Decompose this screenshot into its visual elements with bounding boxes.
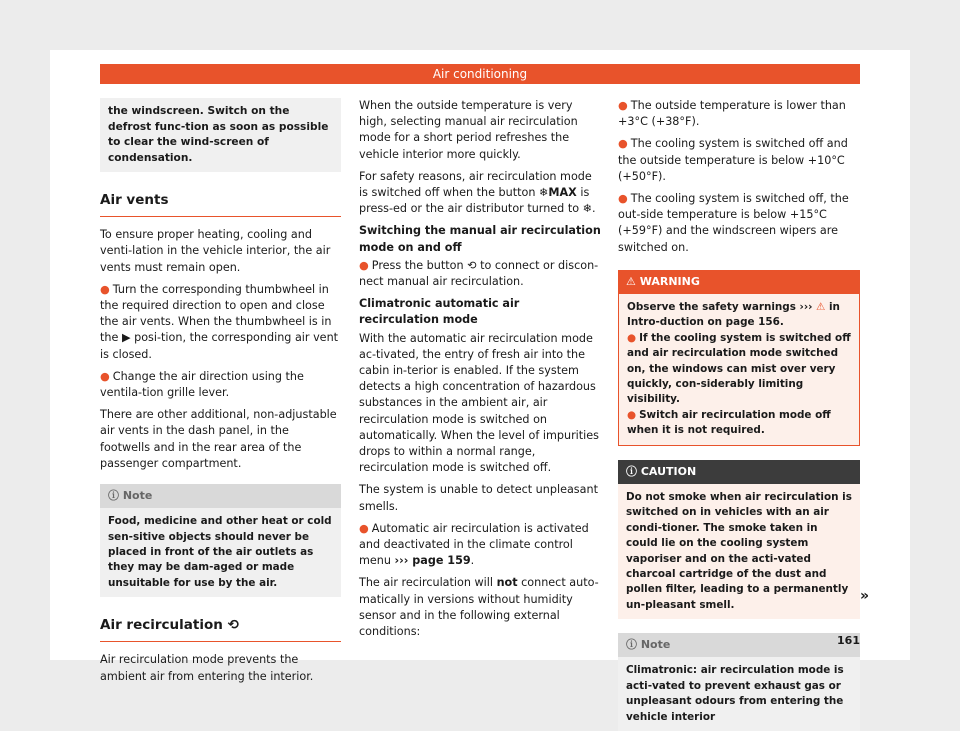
caution-header: ⓘ CAUTION (618, 460, 860, 484)
note-text: Food, medicine and other heat or cold sen-sitive objects should never be placed in front of the air outlets as they may be dam-aged or made unsuitable for use by the air. (100, 508, 341, 597)
section-title-air-recirculation: Air recirculation ⟲ (100, 617, 341, 642)
defrost-icon: ❄ (539, 186, 549, 200)
intro-box: the windscreen. Switch on the defrost func-tion as soon as possible to clear the wind-screen of condensation. (100, 98, 341, 172)
column-3 (618, 98, 860, 731)
column-2 (359, 98, 602, 646)
paragraph: For safety reasons, air recirculation mode is switched off when the button ❄MAX is press-ed or the air distributor turned to ❄. (359, 169, 596, 216)
warning-body (618, 294, 860, 446)
bullet-item: ● The outside temperature is lower than +3°C (+38°F). (618, 99, 846, 129)
windscreen-icon: ❄ (582, 202, 592, 216)
warning-bullet: ● Switch air recirculation mode off when it is not required. (627, 408, 831, 437)
bullet-icon: ● (618, 192, 628, 206)
bullet-item: ● Automatic air recirculation is activated and deactivated in the climate control menu ››› page 159. (359, 521, 589, 568)
paragraph: There are other additional, non-adjustable air vents in the dash panel, in the footwells and in the rear area of the passenger compartment. (100, 408, 337, 470)
note-box (100, 484, 341, 597)
caution-icon: ⓘ (626, 464, 637, 478)
warning-triangle-icon: ⚠ (816, 301, 826, 314)
recirculation-icon: ⟲ (467, 258, 477, 272)
bullet-icon: ● (359, 258, 369, 272)
warning-box (618, 270, 860, 446)
subheading: Climatronic automatic air recirculation mode (359, 297, 520, 327)
paragraph: The air recirculation will not connect auto-matically in versions without humidity sensor and in the following external conditions: (359, 576, 599, 639)
warning-triangle-icon: ⚠ (626, 274, 636, 288)
bullet-icon: ● (627, 408, 637, 421)
warning-text: Observe the safety warnings ››› ⚠ in Intro-duction on page 156. (627, 301, 840, 329)
page-number: 161 (837, 634, 860, 647)
paragraph: To ensure proper heating, cooling and venti-lation in the vehicle interior, the air vents must remain open. (100, 228, 331, 274)
note-header: ⓘ Note (618, 633, 860, 657)
section-title-air-vents: Air vents (100, 192, 341, 217)
bullet-icon: ● (100, 369, 110, 383)
bullet-item: ● Turn the corresponding thumbwheel in the required direction to open and close the air vents. When the thumbwheel is in the ▶ posi-tion, the corresponding air vent is closed. (100, 282, 339, 361)
paragraph: When the outside temperature is very high, selecting manual air recirculation mode for a short period refreshes the vehicle interior more quickly. (359, 99, 578, 161)
paragraph: The system is unable to detect unpleasant smells. (359, 483, 598, 513)
page-reference-link[interactable]: ››› page 159 (394, 554, 471, 568)
info-icon: ⓘ (108, 489, 119, 503)
bullet-icon: ● (618, 137, 628, 151)
warning-bullet: ● If the cooling system is switched off and air recirculation mode switched on, the windows can mist over very quickly, con-siderably limiting visibility. (627, 331, 851, 406)
warning-header: ⚠ WARNING (618, 270, 860, 294)
caution-box (618, 460, 860, 619)
note-header: ⓘ Note (100, 484, 341, 508)
note-text: Climatronic: air recirculation mode is acti-vated to prevent exhaust gas or unpleasant odours from entering the vehicle interior (618, 657, 860, 731)
continue-mark: » (860, 588, 870, 604)
column-1 (100, 98, 341, 691)
caution-text: Do not smoke when air recirculation is switched on in vehicles with an air condi-tioner. The smoke taken in could lie on the cooling system vaporiser and on the acti-vated charcoal cartridge of the dust and pollen filter, leading to a permanently un-pleasant smell. (618, 484, 860, 619)
bullet-icon: ● (618, 99, 628, 112)
note-box (618, 633, 860, 731)
bullet-icon: ● (627, 331, 637, 344)
paragraph: With the automatic air recirculation mode ac-tivated, the entry of fresh air into the cabin in-terior is enabled. If the system detects a high concentration of hazardous substances in the ambient air, air recirculation mode is switched on automatically. When the level of impurities drops to within a normal range, recirculation mode is switched off. (359, 331, 599, 475)
bullet-item: ● Change the air direction using the ventila-tion grille lever. (100, 369, 304, 400)
thumbwheel-closed-icon: ▶ (121, 331, 131, 345)
bullet-item: ● The cooling system is switched off, the out-side temperature is below +15°C (+59°F) and the windscreen wipers are switched on. (618, 192, 849, 254)
paragraph: Air recirculation mode prevents the ambient air from entering the interior. (100, 653, 314, 683)
bullet-item: ● Press the button ⟲ to connect or discon-nect manual air recirculation. (359, 258, 599, 289)
subheading: Switching the manual air recirculation mode on and off (359, 224, 601, 254)
bullet-item: ● The cooling system is switched off and the outside temperature is below +10°C (+50°F). (618, 137, 848, 183)
bullet-icon: ● (100, 282, 110, 296)
page-header: Air conditioning (100, 64, 860, 84)
bullet-icon: ● (359, 521, 369, 535)
info-icon: ⓘ (626, 638, 637, 652)
recirculation-icon: ⟲ (227, 617, 239, 634)
